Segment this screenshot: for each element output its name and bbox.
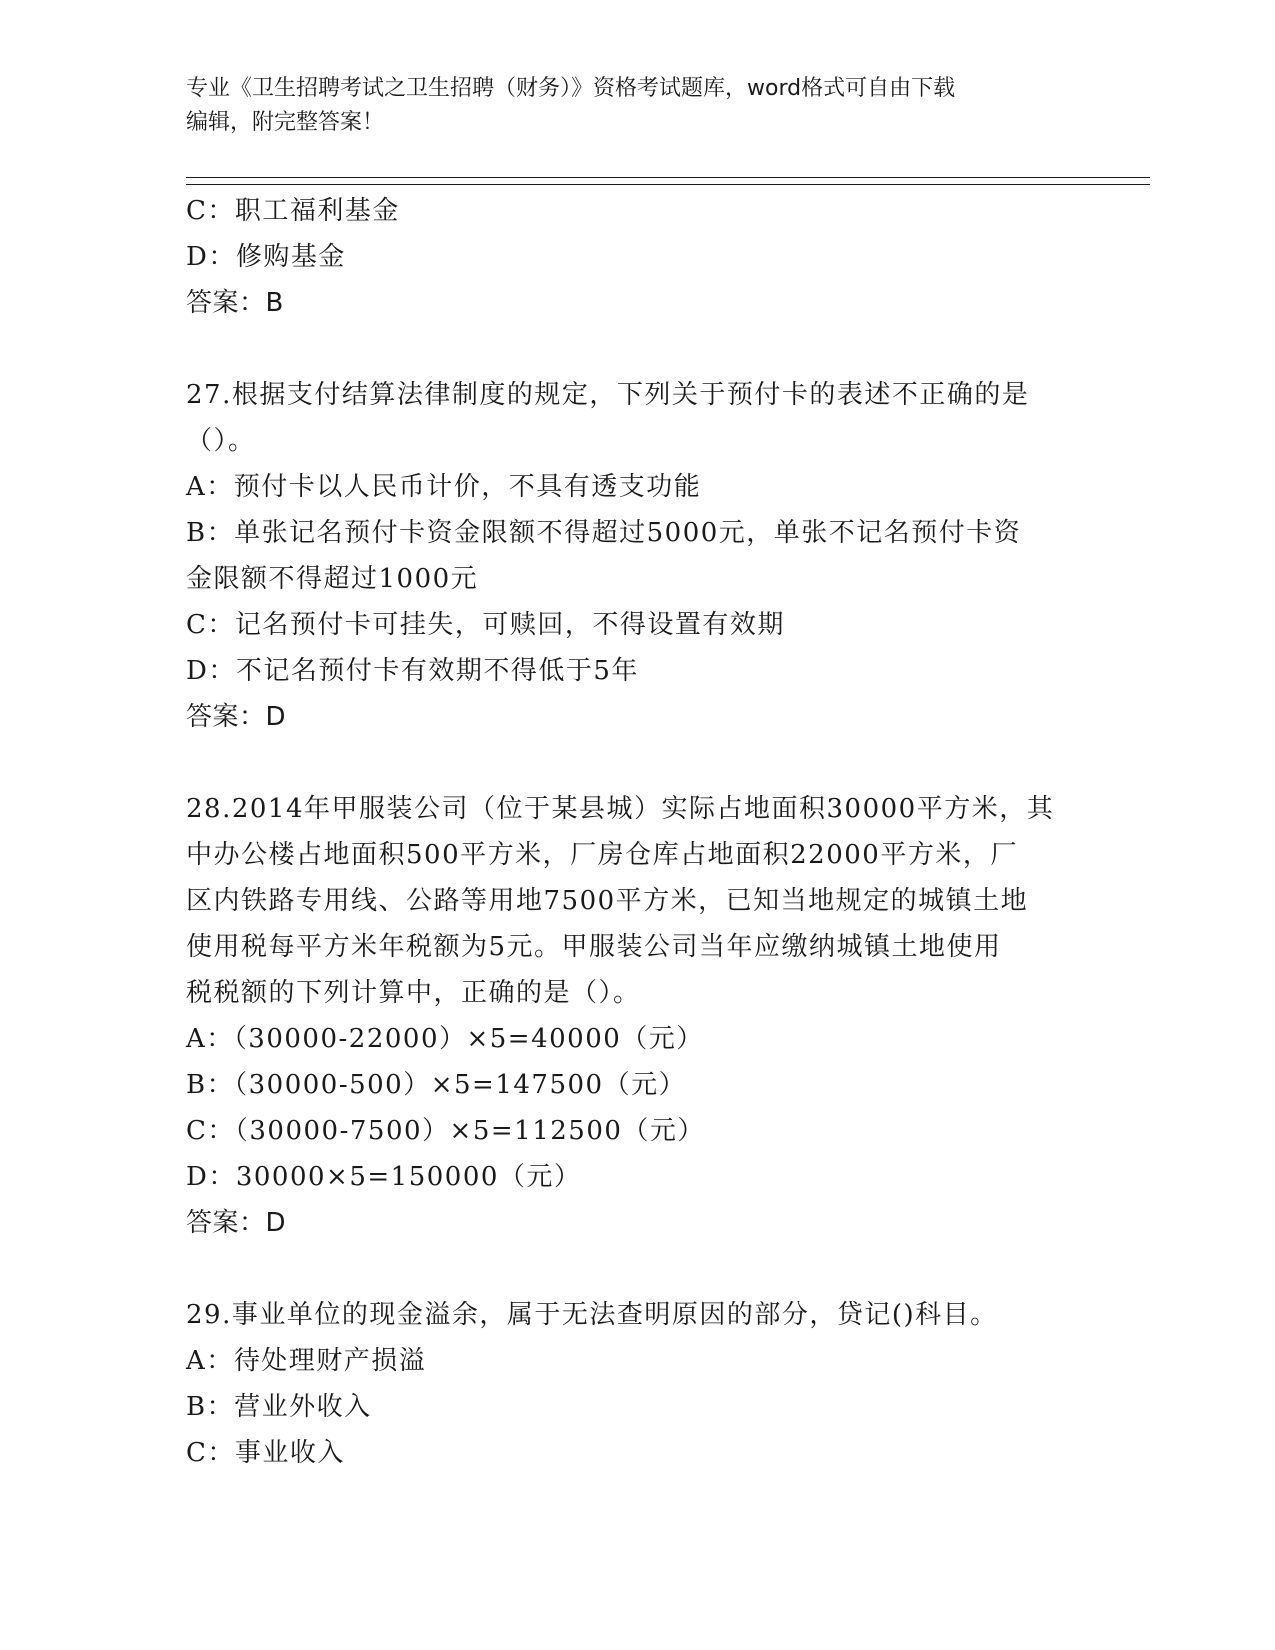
question-text: 使用税每平方米年税额为5元。甲服装公司当年应缴纳城镇土地使用 <box>186 932 1002 962</box>
option-a: A：待处理财产损溢 <box>186 1346 427 1376</box>
answer-line: 答案：D <box>186 1208 287 1238</box>
option-b: B：单张记名预付卡资金限额不得超过5000元，单张不记名预付卡资 <box>186 518 1022 548</box>
option-d: D：修购基金 <box>186 242 346 272</box>
question-27 <box>186 372 1086 740</box>
question-26-tail <box>186 188 1086 326</box>
option-a: A：预付卡以人民币计价，不具有透支功能 <box>186 472 702 502</box>
question-text: 28.2014年甲服装公司（位于某县城）实际占地面积30000平方米，其 <box>186 794 1055 824</box>
question-text: 区内铁路专用线、公路等用地7500平方米，已知当地规定的城镇土地 <box>186 886 1029 916</box>
option-c: C：记名预付卡可挂失，可赎回，不得设置有效期 <box>186 610 785 640</box>
answer-line: 答案：D <box>186 702 287 732</box>
spacer <box>186 740 1086 786</box>
question-text: （）。 <box>186 426 256 456</box>
question-text: 29.事业单位的现金溢余，属于无法查明原因的部分，贷记()科目。 <box>186 1300 998 1330</box>
option-d: D：不记名预付卡有效期不得低于5年 <box>186 656 639 686</box>
option-b: B：（30000-500）×5=147500（元） <box>186 1070 687 1100</box>
header-line-2: 编辑，附完整答案！ <box>186 110 385 135</box>
page-header <box>186 72 1086 140</box>
question-content <box>186 188 1086 1476</box>
header-double-rule <box>186 177 1150 185</box>
option-d: D：30000×5=150000（元） <box>186 1162 582 1192</box>
question-text: 税税额的下列计算中，正确的是（）。 <box>186 978 641 1008</box>
spacer <box>186 326 1086 372</box>
header-line-1: 专业《卫生招聘考试之卫生招聘（财务）》资格考试题库，word格式可自由下载 <box>186 76 956 101</box>
option-b-continued: 金限额不得超过1000元 <box>186 564 479 594</box>
option-b: B：营业外收入 <box>186 1392 372 1422</box>
question-text: 27.根据支付结算法律制度的规定，下列关于预付卡的表述不正确的是 <box>186 380 1030 410</box>
option-a: A：（30000-22000）×5=40000（元） <box>186 1024 704 1054</box>
spacer <box>186 1246 1086 1292</box>
option-c: C：职工福利基金 <box>186 196 400 226</box>
question-29 <box>186 1292 1086 1476</box>
option-c: C：事业收入 <box>186 1438 345 1468</box>
answer-line: 答案：B <box>186 288 284 318</box>
option-c: C：（30000-7500）×5=112500（元） <box>186 1116 705 1146</box>
question-28 <box>186 786 1086 1246</box>
question-text: 中办公楼占地面积500平方米，厂房仓库占地面积22000平方米，厂 <box>186 840 1018 870</box>
